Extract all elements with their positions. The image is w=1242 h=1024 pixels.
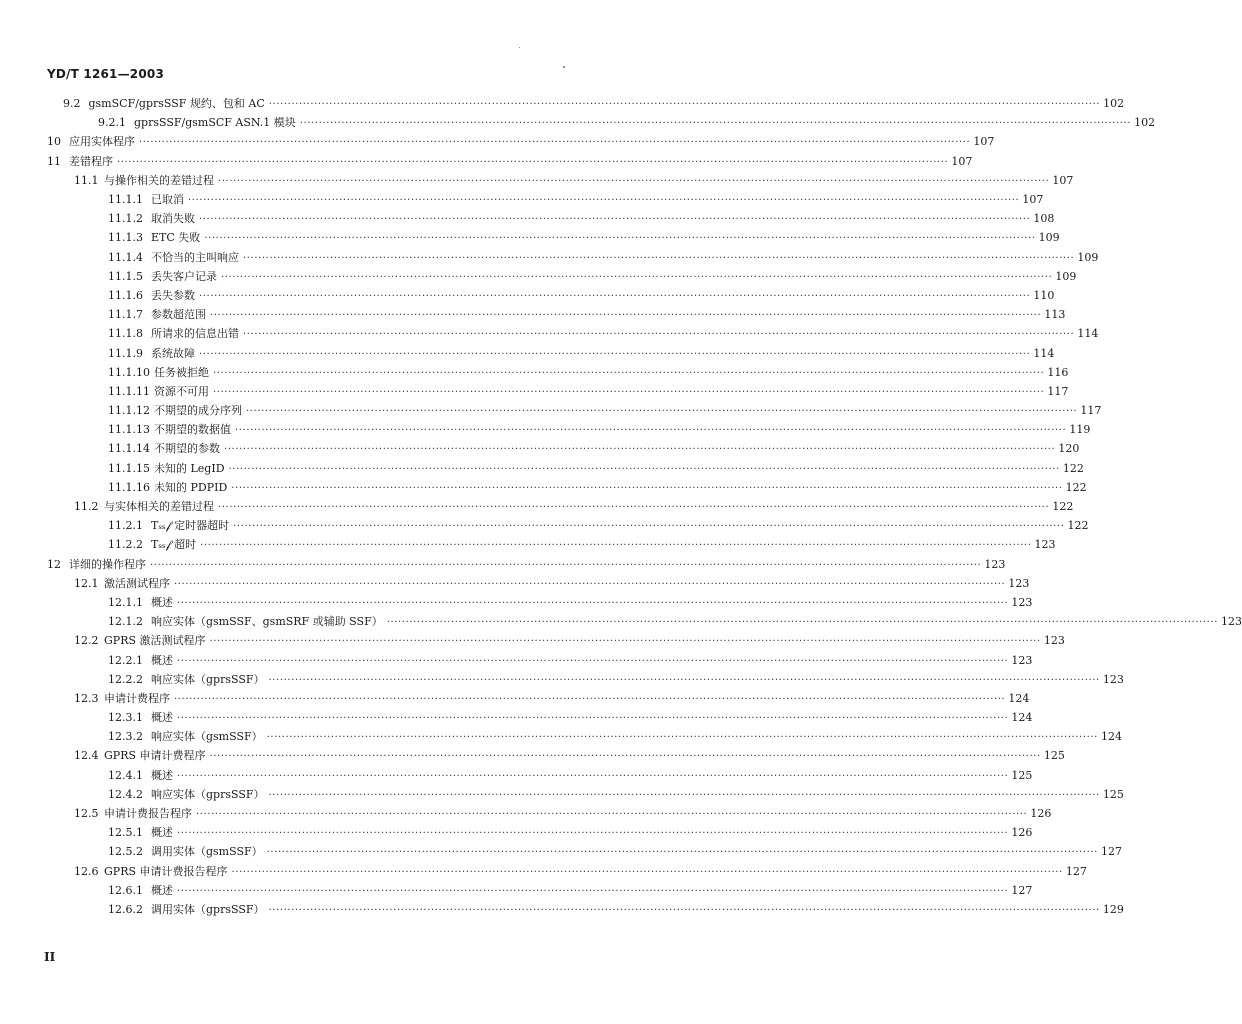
toc-entry-page: 114 — [1077, 327, 1099, 341]
toc-entry-number: 11.1.14 — [108, 442, 150, 456]
toc-entry — [0, 343, 1055, 362]
document-id-header: YD/T 1261—2003 — [47, 67, 164, 81]
toc-leader-dots: ···························································································································································································································· — [218, 175, 1050, 187]
toc-entry-title: 丢失客户记录 — [151, 269, 217, 283]
toc-entry-title: 系统故障 — [151, 346, 195, 360]
toc-entry-page: 109 — [1038, 231, 1060, 245]
toc-entry-number: 11.1.6 — [108, 288, 143, 302]
toc-leader-dots: ···························································································································································································································· — [117, 156, 949, 168]
toc-entry — [0, 459, 1084, 478]
toc-entry-page: 125 — [1043, 749, 1065, 763]
toc-entry-title: 未知的 LegID — [154, 461, 225, 475]
toc-entry-page: 117 — [1080, 404, 1102, 418]
toc-leader-dots: ···························································································································································································································· — [199, 290, 1031, 302]
toc-entry-title: 详细的操作程序 — [69, 557, 146, 571]
toc-leader-dots: ···························································································································································································································· — [299, 118, 1132, 130]
toc-entry-title: 差错程序 — [69, 154, 113, 168]
toc-entry-title: 不恰当的主叫响应 — [151, 250, 239, 264]
toc-entry-number: 11.1.9 — [108, 346, 143, 360]
toc-entry-title: GPRS 申请计费程序 — [104, 749, 206, 763]
toc-entry — [0, 113, 1156, 132]
toc-leader-dots: ···························································································································································································································· — [177, 713, 1009, 725]
toc-leader-dots: ···························································································································································································································· — [177, 885, 1009, 897]
toc-entry — [0, 363, 1069, 382]
toc-entry-page: 109 — [1055, 269, 1077, 283]
toc-entry-title: 激活测试程序 — [104, 576, 170, 590]
toc-entry — [0, 305, 1066, 324]
toc-entry-number: 12.1.2 — [108, 615, 143, 629]
toc-entry-number: 12.3.1 — [108, 711, 143, 725]
toc-leader-dots: ···························································································································································································································· — [243, 329, 1075, 341]
toc-entry-number: 11.2.1 — [108, 519, 143, 533]
toc-entry-page: 122 — [1065, 480, 1087, 494]
toc-entry-number: 11.1.16 — [108, 480, 150, 494]
toc-leader-dots: ···························································································································································································································· — [177, 770, 1009, 782]
toc-leader-dots: ···························································································································································································································· — [268, 99, 1101, 111]
toc-entry-number: 11.2.2 — [108, 538, 143, 552]
toc-entry-number: 11.1.3 — [108, 231, 143, 245]
toc-entry-number: 11 — [47, 154, 61, 168]
toc-entry — [0, 862, 1087, 881]
toc-entry-title: 概述 — [151, 883, 173, 897]
toc-entry-page: 125 — [1011, 768, 1033, 782]
toc-entry — [0, 785, 1124, 804]
toc-leader-dots: ···························································································································································································································· — [228, 463, 1060, 475]
toc-entry-title: 调用实体（gsmSSF） — [151, 845, 263, 859]
toc-entry-title: 响应实体（gsmSSF） — [151, 730, 263, 744]
toc-entry — [0, 439, 1080, 458]
toc-leader-dots: ···························································································································································································································· — [218, 502, 1050, 514]
toc-entry-title: 不期望的数据值 — [154, 423, 231, 437]
toc-leader-dots: ···························································································································································································································· — [177, 597, 1009, 609]
toc-leader-dots: ···························································································································································································································· — [235, 425, 1067, 437]
toc-entry — [0, 823, 1033, 842]
toc-entry-page: 107 — [951, 154, 973, 168]
toc-entry-number: 12.6.2 — [108, 902, 143, 916]
toc-leader-dots: ···························································································································································································································· — [210, 310, 1042, 322]
toc-entry-title: ETC 失败 — [151, 231, 201, 245]
toc-leader-dots: ···························································································································································································································· — [386, 617, 1219, 629]
toc-entry-title: Tₛₛ𝒻 定时器超时 — [151, 519, 230, 533]
toc-leader-dots: ···························································································································································································································· — [224, 444, 1056, 456]
toc-entry-title: 与实体相关的差错过程 — [104, 500, 214, 514]
toc-entry-number: 11.1 — [74, 173, 99, 187]
toc-entry — [0, 746, 1065, 765]
toc-entry-page: 122 — [1067, 519, 1089, 533]
toc-entry-title: 应用实体程序 — [69, 135, 135, 149]
toc-leader-dots: ···························································································································································································································· — [174, 578, 1006, 590]
toc-entry-page: 114 — [1033, 346, 1055, 360]
toc-entry-number: 12.3.2 — [108, 730, 143, 744]
toc-entry-number: 12.1.1 — [108, 595, 143, 609]
toc-entry-page: 125 — [1102, 787, 1124, 801]
toc-entry-page: 109 — [1077, 250, 1099, 264]
toc-entry-page: 123 — [1043, 634, 1065, 648]
toc-entry — [0, 689, 1030, 708]
toc-entry-title: GPRS 申请计费报告程序 — [104, 864, 228, 878]
toc-entry-page: 126 — [1011, 826, 1033, 840]
toc-entry-page: 123 — [1011, 595, 1033, 609]
toc-leader-dots: ···························································································································································································································· — [213, 367, 1045, 379]
toc-entry — [0, 900, 1124, 919]
toc-entry-title: 资源不可用 — [154, 384, 209, 398]
toc-entry-number: 11.2 — [74, 500, 99, 514]
toc-entry — [0, 420, 1091, 439]
toc-entry-page: 102 — [1103, 97, 1125, 111]
toc-entry-page: 122 — [1062, 461, 1084, 475]
toc-leader-dots: ···························································································································································································································· — [231, 866, 1063, 878]
toc-leader-dots: ···························································································································································································································· — [199, 214, 1031, 226]
toc-leader-dots: ···························································································································································································································· — [204, 233, 1036, 245]
toc-entry — [0, 324, 1099, 343]
toc-entry-page: 127 — [1011, 883, 1033, 897]
toc-entry-page: 113 — [1044, 308, 1066, 322]
toc-entry-page: 126 — [1030, 807, 1052, 821]
toc-entry-number: 11.1.15 — [108, 461, 150, 475]
toc-leader-dots: ···························································································································································································································· — [268, 789, 1100, 801]
toc-entry-page: 127 — [1100, 845, 1122, 859]
toc-entry-title: GPRS 激活测试程序 — [104, 634, 206, 648]
toc-entry-number: 12.4 — [74, 749, 99, 763]
toc-leader-dots: ···························································································································································································································· — [177, 655, 1009, 667]
toc-entry-page: 129 — [1102, 902, 1124, 916]
toc-entry — [0, 555, 1006, 574]
toc-entry-title: 概述 — [151, 826, 173, 840]
toc-entry — [0, 574, 1030, 593]
toc-entry-number: 12.4.2 — [108, 787, 143, 801]
toc-leader-dots: ···························································································································································································································· — [177, 828, 1009, 840]
toc-entry-title: 丢失参数 — [151, 288, 195, 302]
toc-entry-number: 12.2.1 — [108, 653, 143, 667]
toc-entry — [0, 766, 1033, 785]
toc-entry-title: 响应实体（gprsSSF） — [151, 787, 265, 801]
toc-entry-title: 不期望的参数 — [154, 442, 220, 456]
toc-entry-title: 调用实体（gprsSSF） — [151, 902, 265, 916]
toc-leader-dots: ···························································································································································································································· — [233, 521, 1065, 533]
toc-entry-number: 9.2 — [63, 97, 81, 111]
toc-entry — [0, 478, 1087, 497]
toc-entry-page: 107 — [1022, 193, 1044, 207]
toc-entry — [0, 267, 1077, 286]
toc-entry-page: 123 — [984, 557, 1006, 571]
toc-entry-number: 11.1.13 — [108, 423, 150, 437]
toc-entry — [0, 670, 1124, 689]
toc-entry-page: 116 — [1047, 365, 1069, 379]
toc-entry — [0, 228, 1060, 247]
toc-entry — [0, 94, 1125, 113]
toc-leader-dots: ···························································································································································································································· — [246, 406, 1078, 418]
toc-entry-page: 123 — [1102, 672, 1124, 686]
toc-entry-number: 12.3 — [74, 691, 99, 705]
toc-entry-title: gprsSSF/gsmSCF ASN.1 模块 — [134, 116, 296, 130]
toc-entry-page: 117 — [1047, 384, 1069, 398]
toc-entry-title: 与操作相关的差错过程 — [104, 173, 214, 187]
toc-leader-dots: ···························································································································································································································· — [231, 482, 1063, 494]
toc-entry-title: 参数超范围 — [151, 308, 206, 322]
toc-entry-title: 概述 — [151, 711, 173, 725]
toc-leader-dots: ···························································································································································································································· — [200, 540, 1032, 552]
toc-entry-number: 12.1 — [74, 576, 99, 590]
toc-entry-title: 未知的 PDPID — [154, 480, 228, 494]
toc-entry — [0, 650, 1033, 669]
toc-entry-number: 11.1.11 — [108, 384, 150, 398]
toc-entry-number: 10 — [47, 135, 61, 149]
toc-entry-title: 概述 — [151, 768, 173, 782]
toc-entry-title: 申请计费报告程序 — [104, 807, 192, 821]
scan-speck — [519, 47, 520, 48]
toc-entry-page: 107 — [973, 135, 995, 149]
toc-entry — [0, 727, 1122, 746]
toc-leader-dots: ···························································································································································································································· — [196, 809, 1028, 821]
toc-entry-title: gsmSCF/gprsSSF 规约、包和 AC — [88, 97, 265, 111]
toc-entry-page: 123 — [1011, 653, 1033, 667]
toc-entry — [0, 804, 1052, 823]
toc-entry — [0, 516, 1089, 535]
toc-entry — [0, 612, 1242, 631]
toc-entry-page: 102 — [1134, 116, 1156, 130]
toc-entry-number: 11.1.12 — [108, 404, 150, 418]
toc-leader-dots: ···························································································································································································································· — [174, 693, 1006, 705]
toc-entry-page: 123 — [1221, 615, 1242, 629]
toc-entry-title: 取消失败 — [151, 212, 195, 226]
toc-entry-number: 12.5.1 — [108, 826, 143, 840]
toc-entry-page: 119 — [1069, 423, 1091, 437]
toc-leader-dots: ···························································································································································································································· — [243, 252, 1075, 264]
toc-entry-number: 12.2 — [74, 634, 99, 648]
toc-entry-page: 123 — [1034, 538, 1056, 552]
toc-entry-page: 124 — [1100, 730, 1122, 744]
toc-entry-number: 9.2.1 — [98, 116, 126, 130]
toc-entry — [0, 497, 1074, 516]
toc-entry — [0, 382, 1069, 401]
toc-entry-title: 申请计费程序 — [104, 691, 170, 705]
toc-entry-title: 所请求的信息出错 — [151, 327, 239, 341]
toc-entry-page: 110 — [1033, 288, 1055, 302]
toc-entry — [0, 842, 1122, 861]
toc-entry-title: 响应实体（gsmSSF、gsmSRF 或辅助 SSF） — [151, 615, 383, 629]
toc-entry — [0, 881, 1033, 900]
toc-entry-number: 12.5.2 — [108, 845, 143, 859]
toc-entry-number: 12.5 — [74, 807, 99, 821]
toc-entry-title: 已取消 — [151, 193, 184, 207]
toc-leader-dots: ···························································································································································································································· — [150, 559, 982, 571]
toc-entry — [0, 631, 1065, 650]
toc-entry — [0, 132, 995, 151]
toc-entry — [0, 152, 973, 171]
page-number-footer: II — [44, 950, 56, 964]
toc-leader-dots: ···························································································································································································································· — [139, 137, 971, 149]
toc-entry-page: 127 — [1065, 864, 1087, 878]
toc-leader-dots: ···························································································································································································································· — [268, 674, 1100, 686]
toc-entry-title: Tₛₛ𝒻 超时 — [151, 538, 197, 552]
toc-entry-number: 12 — [47, 557, 61, 571]
toc-entry-number: 11.1.10 — [108, 365, 150, 379]
toc-leader-dots: ···························································································································································································································· — [221, 271, 1053, 283]
toc-entry-number: 11.1.4 — [108, 250, 143, 264]
toc-leader-dots: ···························································································································································································································· — [209, 636, 1041, 648]
table-of-contents — [0, 94, 1242, 919]
toc-entry — [0, 708, 1033, 727]
toc-leader-dots: ···························································································································································································································· — [266, 847, 1098, 859]
toc-leader-dots: ···························································································································································································································· — [266, 732, 1098, 744]
toc-entry-title: 响应实体（gprsSSF） — [151, 672, 265, 686]
toc-entry-page: 123 — [1008, 576, 1030, 590]
toc-entry-number: 11.1.2 — [108, 212, 143, 226]
toc-entry-page: 122 — [1052, 500, 1074, 514]
toc-leader-dots: ···························································································································································································································· — [268, 904, 1100, 916]
toc-entry-title: 概述 — [151, 653, 173, 667]
toc-entry-number: 12.6.1 — [108, 883, 143, 897]
toc-entry-page: 124 — [1008, 691, 1030, 705]
toc-entry-number: 11.1.1 — [108, 193, 143, 207]
toc-leader-dots: ···························································································································································································································· — [213, 386, 1045, 398]
toc-entry-number: 12.2.2 — [108, 672, 143, 686]
toc-entry-page: 124 — [1011, 711, 1033, 725]
toc-entry-title: 不期望的成分序列 — [154, 404, 242, 418]
toc-leader-dots: ···························································································································································································································· — [209, 751, 1041, 763]
toc-leader-dots: ···························································································································································································································· — [199, 348, 1031, 360]
scan-speck — [563, 66, 565, 68]
toc-entry — [0, 286, 1055, 305]
toc-entry — [0, 248, 1099, 267]
toc-entry-number: 12.4.1 — [108, 768, 143, 782]
toc-entry-page: 107 — [1052, 173, 1074, 187]
toc-entry-number: 11.1.8 — [108, 327, 143, 341]
toc-entry-page: 120 — [1058, 442, 1080, 456]
toc-entry-number: 12.6 — [74, 864, 99, 878]
toc-entry-number: 11.1.7 — [108, 308, 143, 322]
toc-leader-dots: ···························································································································································································································· — [188, 195, 1020, 207]
toc-entry-title: 任务被拒绝 — [154, 365, 209, 379]
toc-entry — [0, 401, 1102, 420]
toc-entry — [0, 593, 1033, 612]
toc-entry — [0, 535, 1056, 554]
toc-entry — [0, 171, 1074, 190]
toc-entry — [0, 209, 1055, 228]
toc-entry — [0, 190, 1044, 209]
toc-entry-number: 11.1.5 — [108, 269, 143, 283]
toc-entry-title: 概述 — [151, 595, 173, 609]
toc-entry-page: 108 — [1033, 212, 1055, 226]
